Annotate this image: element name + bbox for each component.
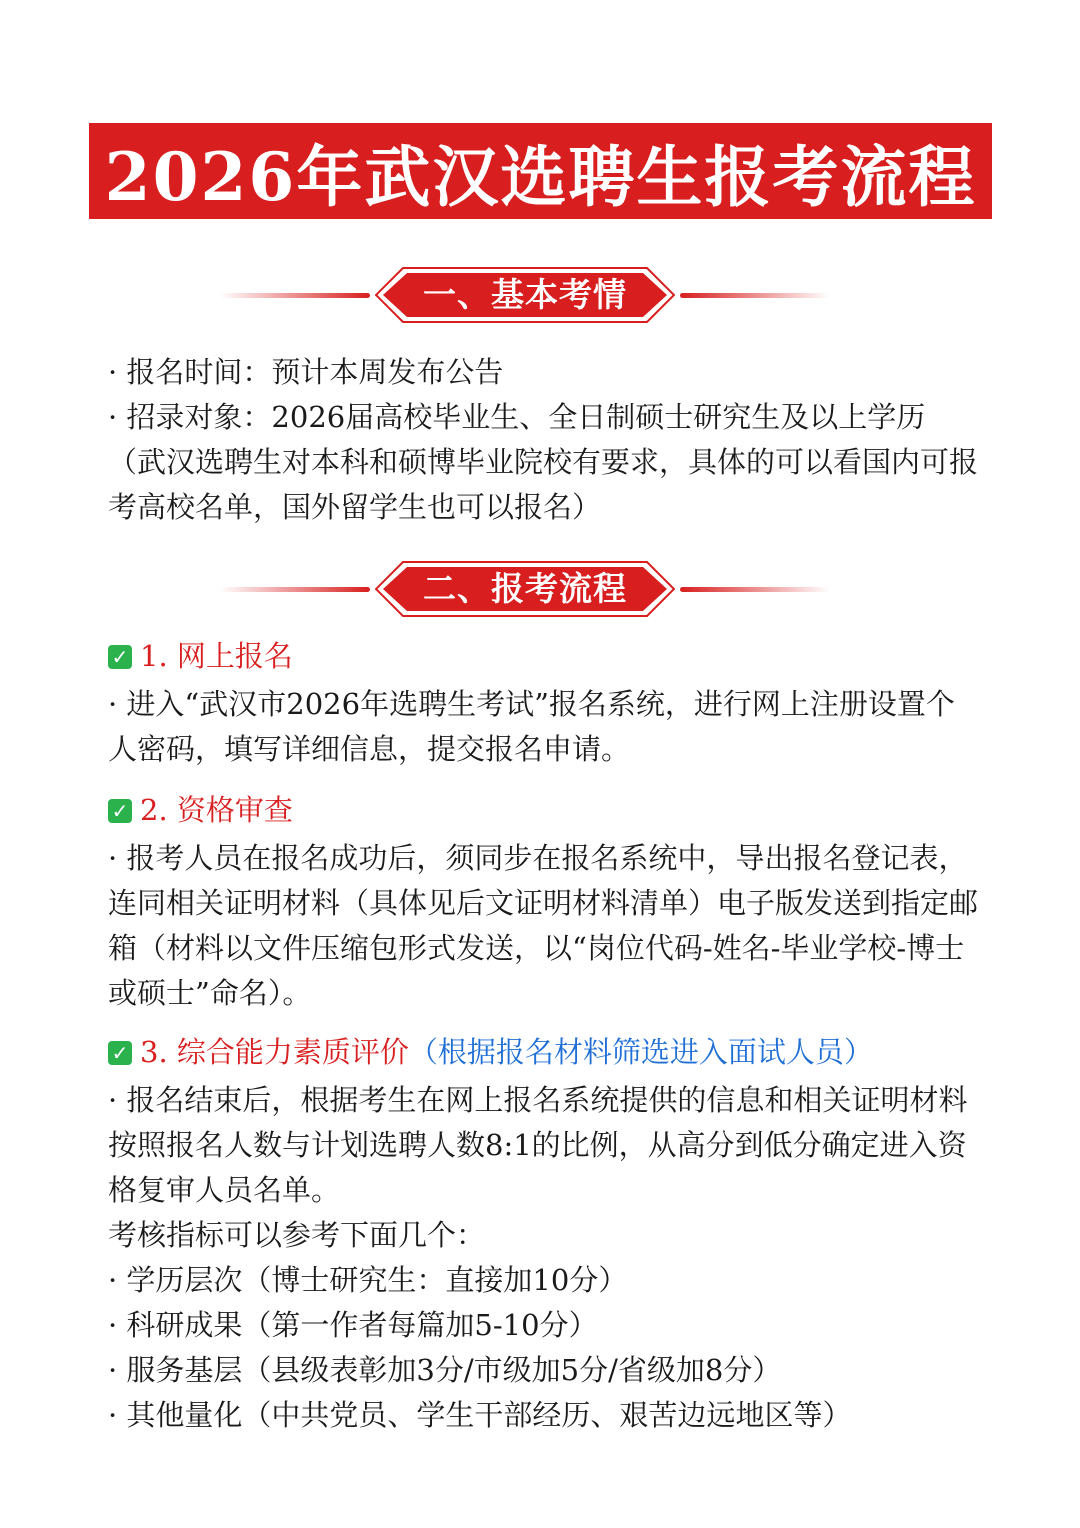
indicator-item: · 科研成果（第一作者每篇加5-10分） <box>108 1308 598 1342</box>
decorative-line <box>220 587 370 592</box>
page-title: 2026年武汉选聘生报考流程 <box>104 137 977 216</box>
step-title: 3. 综合能力素质评价 <box>140 1035 409 1069</box>
check-box-icon: ✓ <box>108 799 132 823</box>
section-title: 一、基本考情 <box>423 275 627 314</box>
check-box-icon: ✓ <box>108 645 132 669</box>
decorative-line <box>680 587 830 592</box>
step-text: · 进入“武汉市2026年选聘生考试”报名系统，进行网上注册设置个人密码，填写详细信息，提交报名申请。 <box>108 687 955 766</box>
title-banner <box>89 123 992 219</box>
indicator-intro: 考核指标可以参考下面几个： <box>108 1218 486 1252</box>
step-3-body <box>108 1078 978 1438</box>
step-3-heading <box>108 1032 873 1072</box>
step-text: · 报考人员在报名成功后，须同步在报名系统中，导出报名登记表，连同相关证明材料（具体见后文证明材料清单）电子版发送到指定邮箱（材料以文件压缩包形式发送，以“岗位代码-姓名-毕业学校-博士或硕士”命名）。 <box>108 841 979 1010</box>
step-1-heading <box>108 636 293 676</box>
decorative-line <box>220 293 370 298</box>
basic-info <box>108 350 978 530</box>
info-line-target: · 招录对象：2026届高校毕业生、全日制硕士研究生及以上学历（武汉选聘生对本科和硕博毕业院校有要求，具体的可以看国内可报考高校名单，国外留学生也可以报名） <box>108 400 979 524</box>
step-text: · 报名结束后，根据考生在网上报名系统提供的信息和相关证明材料按照报名人数与计划选聘人数8:1的比例，从高分到低分确定进入资格复审人员名单。 <box>108 1083 968 1207</box>
indicator-item: · 其他量化（中共党员、学生干部经历、艰苦边远地区等） <box>108 1398 852 1432</box>
step-2-body <box>108 836 978 1016</box>
step-2-heading <box>108 790 293 830</box>
step-1-body <box>108 682 978 772</box>
step-note: （根据报名材料筛选进入面试人员） <box>408 1035 873 1069</box>
decorative-line <box>680 293 830 298</box>
section-title: 二、报考流程 <box>423 569 627 608</box>
indicator-item: · 服务基层（县级表彰加3分/市级加5分/省级加8分） <box>108 1353 782 1387</box>
check-box-icon: ✓ <box>108 1041 132 1065</box>
info-line-time: · 报名时间：预计本周发布公告 <box>108 355 504 389</box>
step-title: 2. 资格审查 <box>140 793 293 827</box>
section-heading-process <box>220 561 830 617</box>
step-title: 1. 网上报名 <box>140 639 293 673</box>
section-heading-basic <box>220 267 830 323</box>
indicator-item: · 学历层次（博士研究生：直接加10分） <box>108 1263 628 1297</box>
